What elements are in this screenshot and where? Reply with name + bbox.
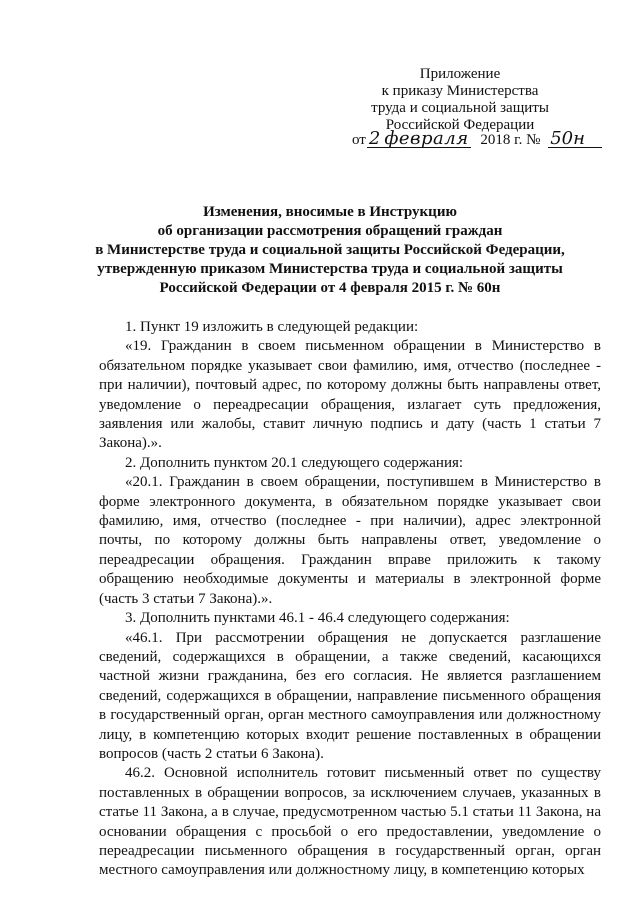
handwritten-order-number: 50н <box>548 131 602 148</box>
appendix-header <box>340 66 580 134</box>
appendix-line-1: Приложение <box>419 66 501 82</box>
title-line-5: Российской Федерации от 4 февраля 2015 г. № 60н <box>159 280 501 296</box>
order-date-line <box>352 128 602 149</box>
paragraph-item-20-1: «20.1. Гражданин в своем обращении, поступившем в Министерство в форме электронного документа, в обязательном порядке указывает свои фамилию, имя, отчество (последнее - при наличии), адрес электронной почты, по которому должны быть направлены ответ, уведомление о переадресации обращения. Гражданин вправе приложить к такому обращению необходимые документы и материалы в электронной форме (часть 3 статьи 7 Закона).». <box>99 474 601 607</box>
appendix-line-3: труда и социальной защиты <box>371 100 549 116</box>
paragraph-item-46-2: 46.2. Основной исполнитель готовит письменный ответ по существу поставленных в обращении вопросов, за исключением случаев, указанных в статье 11 Закона, а в случае, предусмотренном частью 5.1 статьи 11 Закона, на основании обращения с просьбой о его предоставлении, уведомление о переадресации письменного обращения в государственный орган, орган местного самоуправления или должностному лицу, в компетенцию которых <box>99 765 601 879</box>
title-line-4: утвержденную приказом Министерства труда и социальной защиты <box>97 261 563 277</box>
document-body <box>99 318 601 881</box>
paragraph-item-3: 3. Дополнить пунктами 46.1 - 46.4 следующего содержания: <box>125 610 510 627</box>
date-prefix: от <box>352 132 366 148</box>
paragraph-item-1: 1. Пункт 19 изложить в следующей редакции: <box>125 319 419 335</box>
paragraph-item-19: «19. Гражданин в своем письменном обращении в Министерство в обязательном порядке указывает свои фамилию, имя, отчество (последнее - при наличии), почтовый адрес, по которому должны быть направлены ответ, уведомление о переадресации обращения, излагает суть предложения, заявления или жалобы, ставит личную подпись и дату (часть 1 статьи 7 Закона).». <box>99 338 601 452</box>
title-line-1: Изменения, вносимые в Инструкцию <box>203 204 457 220</box>
title-line-3: в Министерстве труда и социальной защиты Российской Федерации, <box>95 242 565 258</box>
title-line-2: об организации рассмотрения обращений граждан <box>157 223 503 239</box>
date-year: 2018 г. № <box>480 132 541 148</box>
handwritten-day: 2 <box>368 128 381 149</box>
paragraph-item-46-1: «46.1. При рассмотрении обращения не допускается разглашение сведений, содержащихся в обращении, а также сведений, касающихся частной жизни гражданина, без его согласия. Не является разглашением сведений, содержащихся в обращении, направление письменного обращения в государственный орган, орган местного самоуправления или должностному лицу, в компетенцию которых входит решение поставленных в обращении вопросов (часть 2 статьи 6 Закона). <box>99 629 601 762</box>
appendix-line-2: к приказу Министерства <box>381 83 539 99</box>
paragraph-item-2: 2. Дополнить пунктом 20.1 следующего содержания: <box>125 454 464 471</box>
handwritten-month: февраля <box>384 128 469 149</box>
document-title <box>60 203 600 298</box>
appendix-line-4: Российской Федерации <box>385 117 535 133</box>
